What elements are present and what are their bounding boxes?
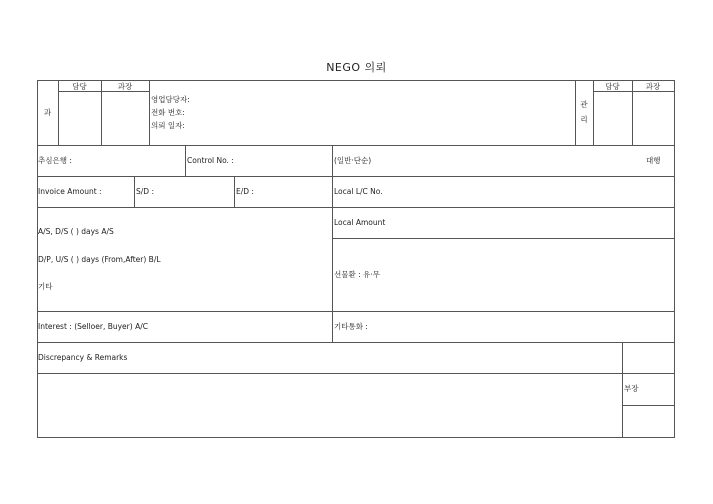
form-border-bottom	[37, 437, 675, 438]
mgmt-label-1: 관	[580, 100, 588, 109]
deputy-label: 부장	[624, 384, 639, 393]
interest-field[interactable]: Interest : (Selloer, Buyer) A/C	[38, 322, 148, 331]
col-line-d	[575, 80, 576, 145]
phone-label[interactable]: 전화 번호:	[151, 108, 185, 117]
row-line-4	[37, 311, 675, 312]
form-border-right	[674, 80, 675, 437]
sd-field[interactable]: S/D :	[136, 187, 154, 196]
col-line-c	[149, 80, 150, 145]
invoice-amount-field[interactable]: Invoice Amount :	[38, 187, 102, 196]
row-line-6	[37, 373, 675, 374]
row-line-3	[37, 207, 675, 208]
col-line-g	[185, 145, 186, 176]
approval-right-manager: 과장	[645, 82, 661, 91]
dept-label: 과	[43, 108, 52, 117]
row-line-deputy	[622, 405, 675, 406]
row-line-2	[37, 176, 675, 177]
dp-us-terms[interactable]: D/P, U/S ( ) days (From,After) B/L	[38, 255, 161, 264]
approval-right-staff: 담당	[605, 82, 620, 91]
mgmt-label-2: 리	[580, 115, 588, 124]
approval-right-header-line	[593, 91, 675, 92]
col-line-h	[134, 176, 135, 207]
local-lc-field[interactable]: Local L/C No.	[334, 187, 383, 196]
col-line-j	[622, 342, 623, 437]
approval-left-header-line	[58, 91, 150, 92]
other-terms[interactable]: 기타	[38, 282, 53, 291]
ed-field[interactable]: E/D :	[236, 187, 254, 196]
col-line-main	[332, 145, 333, 342]
page-title: NEGO 의뢰	[326, 61, 387, 74]
as-ds-terms[interactable]: A/S, D/S ( ) days A/S	[38, 227, 114, 236]
approval-left-manager: 과장	[117, 82, 133, 91]
approval-left-staff: 담당	[72, 82, 87, 91]
row-line-5	[37, 342, 675, 343]
sales-manager-label[interactable]: 영업담당자:	[151, 95, 190, 104]
control-no-field[interactable]: Control No. :	[187, 156, 234, 165]
request-date-label[interactable]: 의뢰 일자:	[151, 121, 185, 130]
counterpart-label: 대행	[646, 156, 661, 165]
row-line-1	[37, 145, 675, 146]
other-currency-field[interactable]: 기타통화 :	[334, 322, 368, 331]
form-border-top	[37, 80, 675, 81]
row-line-local-amount	[332, 238, 675, 239]
collecting-bank-field[interactable]: 추심은행 :	[38, 156, 72, 165]
forward-exchange-field[interactable]: 선물환 : 유·무	[334, 270, 380, 279]
local-amount-field[interactable]: Local Amount	[334, 218, 386, 227]
col-line-i	[234, 176, 235, 207]
remarks-area[interactable]	[38, 375, 622, 436]
discrepancy-remarks-label: Discrepancy & Remarks	[38, 353, 128, 362]
nego-type-field[interactable]: (일반·단순)	[334, 156, 372, 165]
